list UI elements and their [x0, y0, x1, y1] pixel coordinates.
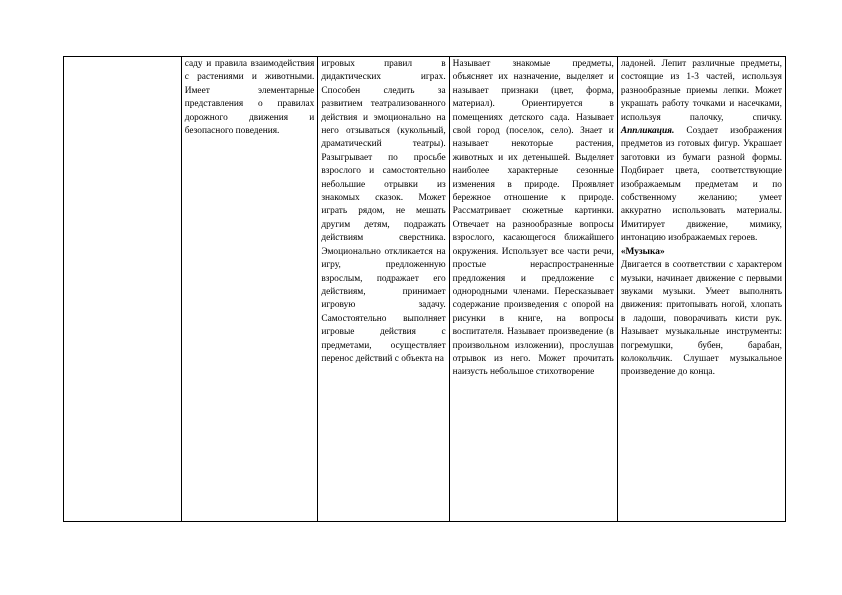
applique-text: Создает изображения предметов из готовых фигур. Украшает заготовки из бумаги разной формы. Подбирает цвета, соответствующие изображаемым предметам и по собственному желанию; умеет аккуратно использовать материалы. Имитирует движение, мимику, интонацию изображаемых героев.	[620, 126, 782, 244]
music-heading: «Музыка»	[620, 246, 665, 257]
table-cell-speech	[449, 57, 617, 522]
table-cell-empty	[64, 57, 182, 522]
content-table	[63, 56, 786, 522]
applique-heading: Аппликация.	[620, 126, 675, 137]
music-text: Двигается в соответствии с характером музыки, начинает движение с первыми звуками музыки. Умеет выполнять движения: притопывать ногой, хлопать в ладоши, поворачивать кисти рук. Называет музыкальные инструменты: погремушки, бубен, барабан, колокольчик. Слушает музыкальное произведение до конца.	[620, 260, 782, 378]
cell-text: саду и правила взаимодействия с растениями и животными. Имеет элементарные представления о правилах дорожного движения и безопасного поведения.	[184, 59, 315, 137]
cell-text: Называет знакомые предметы, объясняет их назначение, выделяет и называет признаки (цвет, форма, материал). Ориентируется в помещениях детского сада. Называет свой город (поселок, село). Знает и называет некоторые растения, животных и их детенышей. Выделяет наиболее характерные сезонные изменения в природе. Проявляет бережное отношение к природе. Рассматривает сюжетные картинки. Отвечает на разнообразные вопросы взрослого, касающегося ближайшего окружения. Использует все части речи, простые нераспространенные предложения и предложение с однородными членами. Пересказывает содержание произведения с опорой на рисунки в книге, на вопросы воспитателя. Называет произведение (в произвольном изложении), прослушав отрывок из него. Может прочитать наизусть небольшое стихотворение	[452, 59, 614, 378]
table-cell-art	[617, 57, 785, 522]
cell-text: игровых правил в дидактических играх. Способен следить за развитием театрализованного действия и эмоционально на него отзываться (кукольный, драматический театры). Разыгрывает по просьбе взрослого и самостоятельно небольшие отрывки из знакомых сказок. Может играть рядом, не мешать другим детям, подражать действиям сверстника. Эмоционально откликается на игру, предложенную взрослым, подражает его действиям, принимает игровую задачу. Самостоятельно выполняет игровые действия с предметами, осуществляет перенос действий с объекта на	[321, 59, 446, 364]
table-cell-safety	[181, 57, 318, 522]
table-cell-games	[318, 57, 449, 522]
cell-text	[621, 58, 782, 246]
table-row	[64, 57, 786, 522]
modeling-text: ладоней. Лепит различные предметы, состоящие из 1-3 частей, используя разнообразные приемы лепки. Может украшать работу точками и насечками, используя палочку, спичку.	[620, 59, 782, 123]
